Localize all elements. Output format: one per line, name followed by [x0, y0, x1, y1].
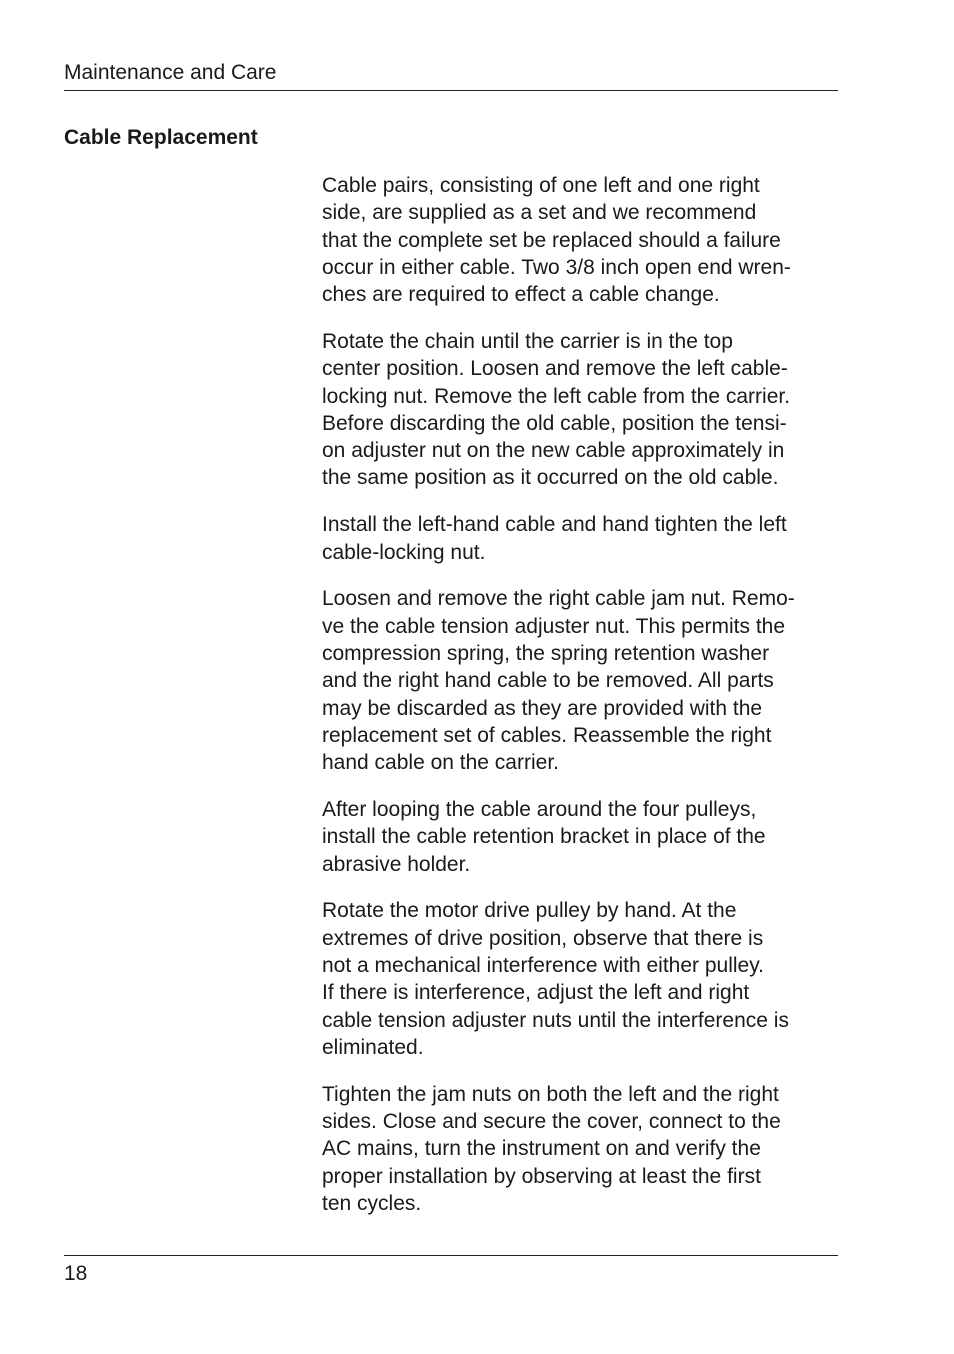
header-divider: [64, 90, 838, 91]
footer-divider: [64, 1255, 838, 1256]
paragraph-rotate-pulley: Rotate the motor drive pulley by hand. At the extremes of drive position, observe that there is not a mechanical interference with either pulley. If there is interference, adjust the left and right cable tension adjuster nuts until the interference is eliminated.: [322, 899, 789, 1059]
paragraph-rotate-chain: Rotate the chain until the carrier is in the top center position. Loosen and remove the left cable- locking nut. Remove the left cable from the carrier. Before discarding the old cable, position the tensi- on adjuster nut on the new cable approximately in the same position as it occurred on the old cable.: [322, 329, 791, 490]
paragraph-tighten-jam-nuts: Tighten the jam nuts on both the left and the right sides. Close and secure the cover, connect to the AC mains, turn the instrument on and verify the proper installation by observing at least the first ten cycles.: [322, 1082, 781, 1215]
paragraph-install-left-cable: Install the left-hand cable and hand tighten the left cable-locking nut.: [322, 513, 787, 564]
body-text-column: [322, 172, 838, 1237]
running-header: Maintenance and Care: [64, 61, 277, 84]
paragraph-cable-pairs: Cable pairs, consisting of one left and one right side, are supplied as a set and we recommend that the complete set be replaced should a failure occur in either cable. Two 3/8 inch open end wren- ches are required to effect a cable change.: [322, 174, 791, 307]
section-heading: Cable Replacement: [64, 126, 258, 149]
paragraph-remove-right-cable: Loosen and remove the right cable jam nut. Remo- ve the cable tension adjuster nut. This permits the compression spring, the spring retention washer and the right hand cable to be removed. All parts may be discarded as they are provided with the replacement set of cables. Reassemble the right hand cable on the carrier.: [322, 587, 795, 775]
page-number: 18: [64, 1262, 88, 1285]
paragraph-retention-bracket: After looping the cable around the four pulleys, install the cable retention bracket in place of the abrasive holder.: [322, 797, 766, 876]
